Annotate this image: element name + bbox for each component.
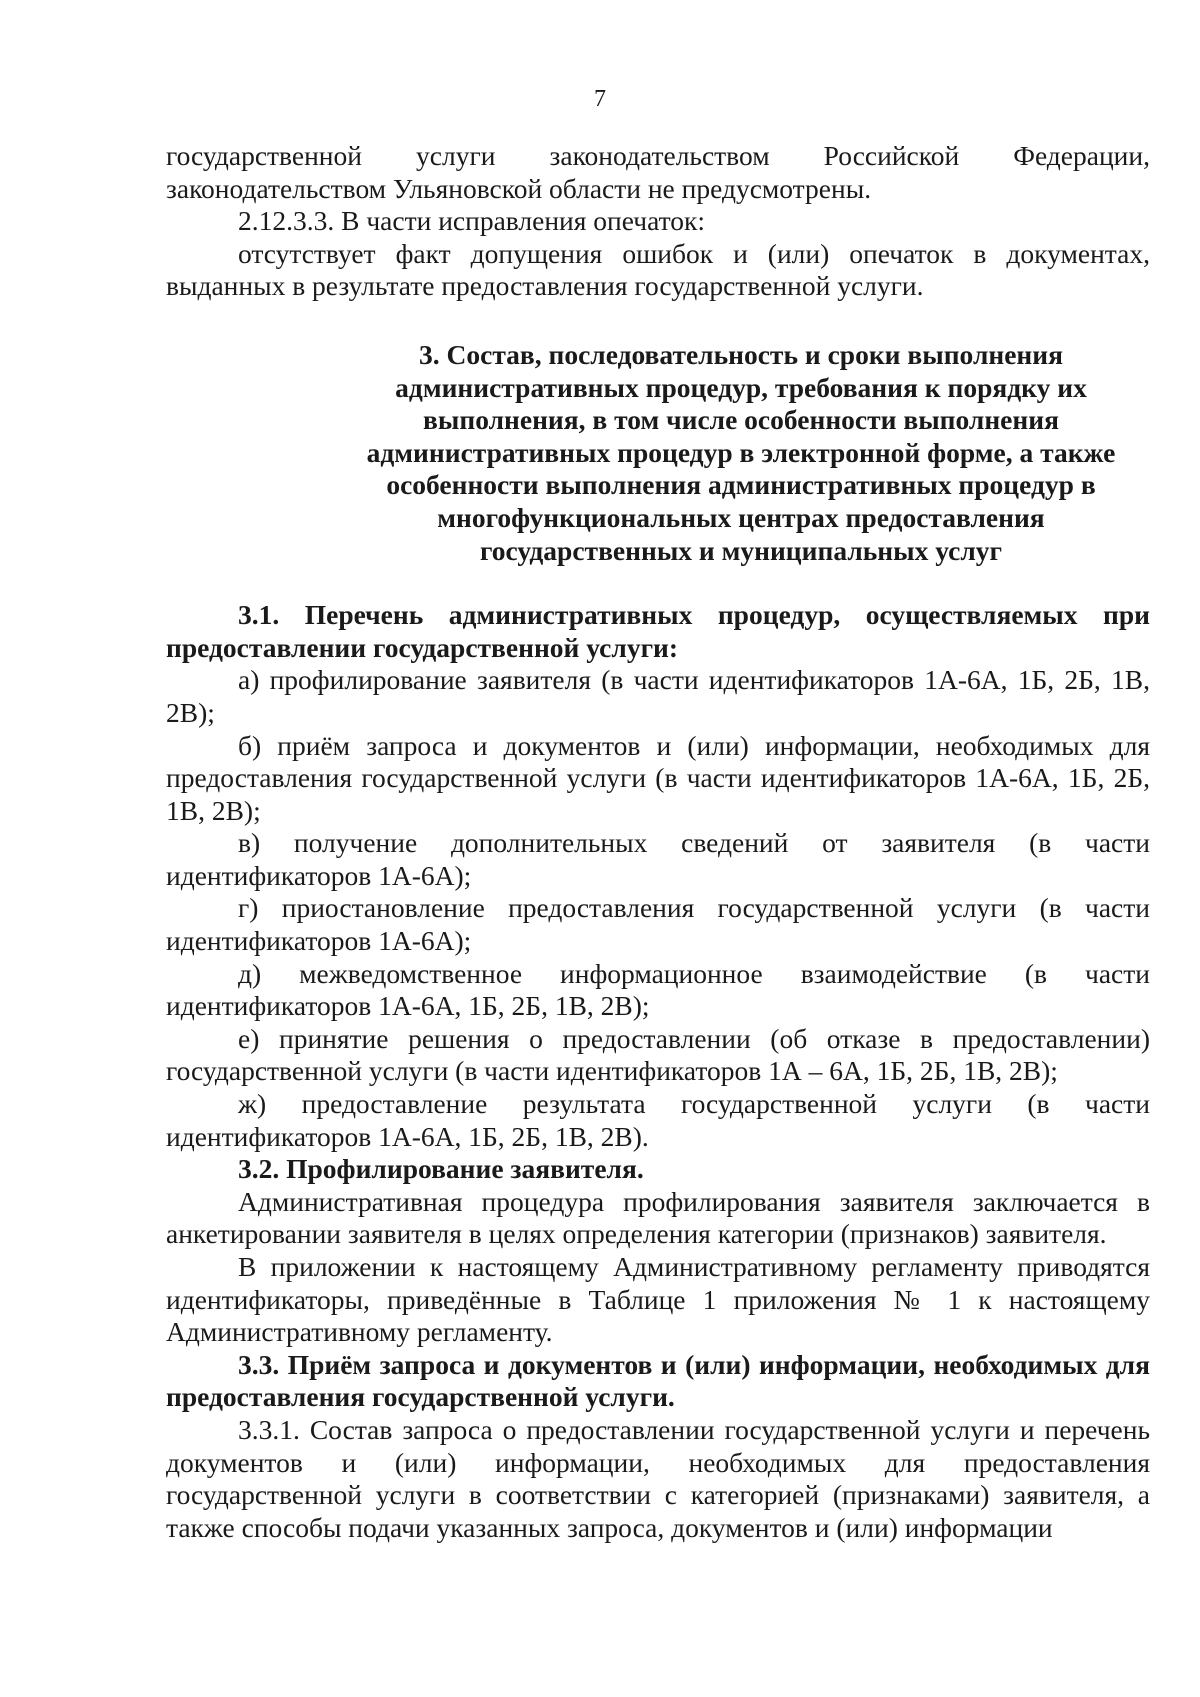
list-item-a: а) профилирование заявителя (в части идентификаторов 1А-6А, 1Б, 2Б, 1В, 2В); [166,664,1150,728]
list-item-b: б) приём запроса и документов и (или) информации, необходимых для предоставления государственной услуги (в части идентификаторов 1А-6А, 1Б, 2Б, 1В, 2В); [166,729,1150,826]
section-3-3-heading: 3.3. Приём запроса и документов и (или) информации, необходимых для предоставления государственной услуги. [166,1348,1150,1413]
section-3-2-paragraph: Административная процедура профилирования заявителя заключается в анкетировании заявителя в целях определения категории (признаков) заявителя. [166,1185,1150,1250]
document-body [166,140,1150,1544]
list-item-e: е) принятие решения о предоставлении (об отказе в предоставлении) государственной услуги (в части идентификаторов 1А – 6А, 1Б, 2Б, 1В, 2В); [166,1022,1150,1087]
section-3-3-1-paragraph: 3.3.1. Состав запроса о предоставлении государственной услуги и перечень документов и (или) информации, необходимых для предоставления государственной услуги в соответствии с категорией (признаками) заявителя, а также способы подачи указанных запроса, документов и (или) информации [166,1413,1150,1543]
paragraph-clause-2-12-3-3: 2.12.3.3. В части исправления опечаток: [238,205,706,237]
list-item-v: в) получение дополнительных сведений от заявителя (в части идентификаторов 1А-6А); [166,827,1150,891]
section-3-2-paragraph: В приложении к настоящему Административному регламенту приводятся идентификаторы, приведённые в Таблице 1 приложения № 1 к настоящему Административному регламенту. [166,1251,1150,1348]
paragraph-typo-fact: отсутствует факт допущения ошибок и (или) опечаток в документах, выданных в результате предоставления государственной услуги. [166,237,1150,302]
list-item-d: д) межведомственное информационное взаимодействие (в части идентификаторов 1А-6А, 1Б, 2Б, 1В, 2В); [166,957,1150,1022]
section-3-heading: 3. Состав, последовательность и сроки выполнения административных процедур, требования к порядку их выполнения, в том числе особенности выполнения административных процедур в электронной форме, а также особенности выполнения административных процедур в многофункциональных центрах предоставления государственных и муниципальных услуг [366,338,1116,566]
list-item-zh: ж) предоставление результата государственной услуги (в части идентификаторов 1А-6А, 1Б, 2Б, 1В, 2В). [166,1088,1150,1152]
page-number: 7 [594,86,606,112]
section-3-1-heading: 3.1. Перечень административных процедур, осуществляемых при предоставлении государственной услуги: [166,599,1150,663]
section-3-2-heading: 3.2. Профилирование заявителя. [238,1153,644,1185]
paragraph-continuation: государственной услуги законодательством Российской Федерации, законодательством Ульяновской области не предусмотрены. [166,140,1150,204]
list-item-g: г) приостановление предоставления государственной услуги (в части идентификаторов 1А-6А); [166,892,1150,957]
